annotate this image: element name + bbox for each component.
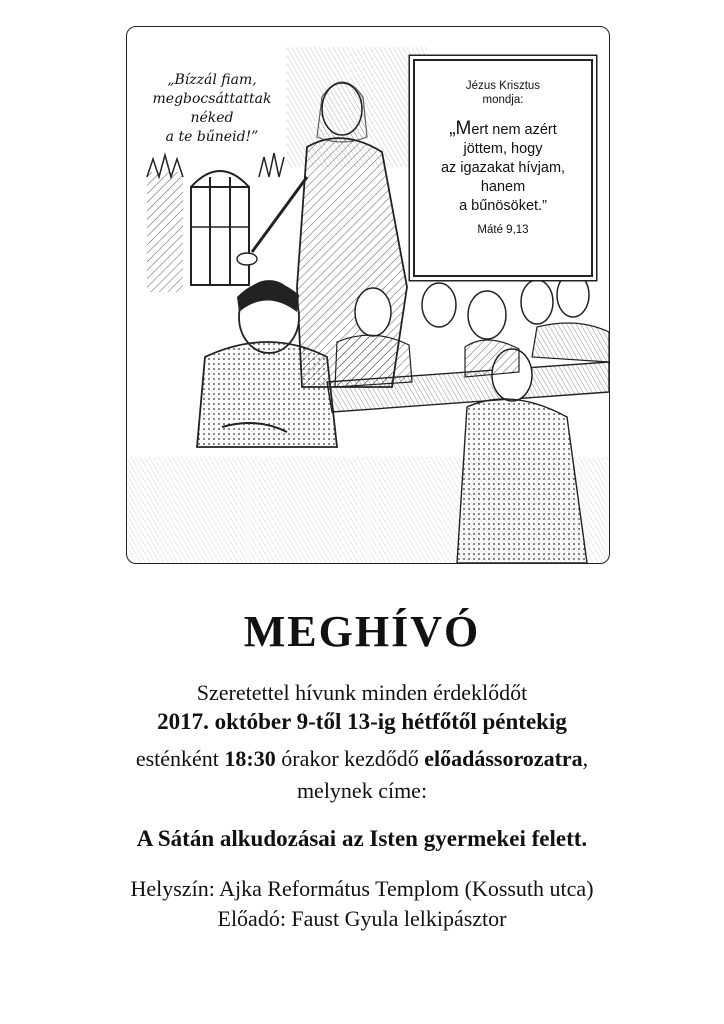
series-title: A Sátán alkudozásai az Isten gyermekei felett. xyxy=(136,826,588,851)
time-prefix: esténként xyxy=(135,746,225,771)
box-header: Jézus Krisztus xyxy=(465,80,541,92)
quote-line: a te bűneid!” xyxy=(165,129,259,145)
box-quote-line: a bűnösöket.” xyxy=(459,198,547,214)
bible-reference: Máté 9,13 xyxy=(477,224,529,236)
quote-line: megbocsáttattak néked xyxy=(152,91,272,126)
box-quote-line: ert nem azért xyxy=(471,122,557,138)
illustration-frame xyxy=(126,26,610,564)
invitation-title: MEGHÍVÓ xyxy=(243,607,481,656)
scripture-quote-box xyxy=(413,59,593,277)
lecture-series-word: előadássorozatra xyxy=(424,746,583,771)
event-speaker: Előadó: Faust Gyula lelkipásztor xyxy=(217,906,507,931)
quote-line: „Bízzál fiam, xyxy=(167,72,257,88)
event-dates: 2017. október 9-től 13-ig hétfőtől péntekig xyxy=(157,709,567,734)
event-time-line xyxy=(0,746,724,772)
time-middle: órakor kezdődő xyxy=(275,746,425,771)
box-header: mondja: xyxy=(482,94,524,106)
invitation-greeting: Szeretettel hívunk minden érdeklődőt xyxy=(196,680,528,705)
church-window-drawing xyxy=(147,153,284,292)
box-quote-line: hanem xyxy=(480,179,526,195)
event-location: Helyszín: Ajka Református Templom (Kossuth utca) xyxy=(130,876,594,901)
time-suffix: , xyxy=(582,746,589,771)
title-intro: melynek címe: xyxy=(296,778,428,803)
event-time: 18:30 xyxy=(224,746,276,771)
box-quote-cap: „M xyxy=(449,118,472,139)
box-quote-line: az igazakat hívjam, xyxy=(440,160,566,176)
forgiveness-quote xyxy=(137,71,287,147)
box-quote-line: jöttem, hogy xyxy=(463,141,543,157)
